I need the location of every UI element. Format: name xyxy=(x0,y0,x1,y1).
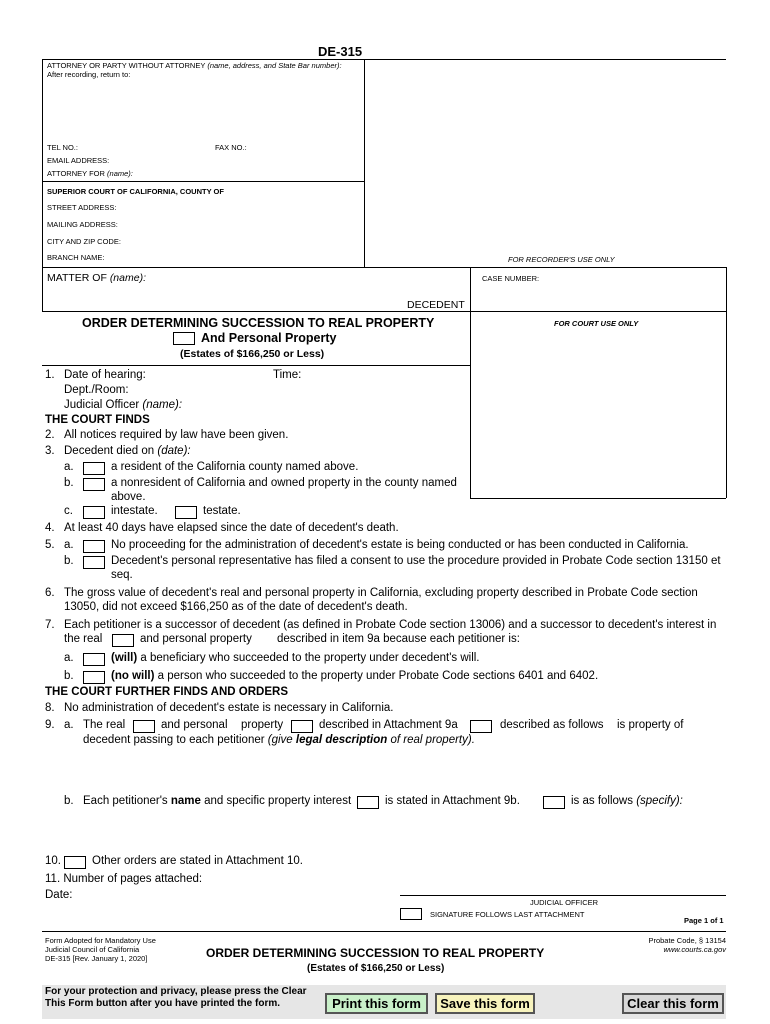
tel-label: TEL NO.: xyxy=(47,143,78,152)
real-property-checkbox[interactable] xyxy=(112,634,134,647)
title-right-line xyxy=(470,311,471,365)
item-3-number: 3. xyxy=(45,445,55,457)
page-number: Page 1 of 1 xyxy=(684,916,724,925)
item-3a-letter: a. xyxy=(64,461,74,473)
court-finds-heading: THE COURT FINDS xyxy=(45,414,150,426)
print-form-button[interactable]: Print this form xyxy=(325,993,428,1014)
item-9b-text: Each petitioner's name and specific property interest xyxy=(83,795,352,807)
header-top-line xyxy=(42,59,726,60)
item-3b-text: a nonresident of California and owned property in the county named xyxy=(111,477,457,489)
court-use-divider xyxy=(470,267,471,498)
item-7b-letter: b. xyxy=(64,670,74,682)
item-9a-attachment: described in Attachment 9a xyxy=(319,719,458,731)
further-finds-heading: THE COURT FURTHER FINDS AND ORDERS xyxy=(45,686,288,698)
item-3a-text: a resident of the California county named above. xyxy=(111,461,359,473)
hearing-time-label: Time: xyxy=(273,369,302,381)
item-9a-property: property xyxy=(241,719,284,731)
header-divider xyxy=(364,59,365,267)
signature-follows-checkbox[interactable] xyxy=(400,908,422,920)
personal-property-checkbox[interactable] xyxy=(173,332,195,345)
title-estates: (Estates of $166,250 or Less) xyxy=(180,348,325,360)
no-proceeding-checkbox[interactable] xyxy=(83,540,105,553)
resident-checkbox[interactable] xyxy=(83,462,105,475)
title-personal-property: And Personal Property xyxy=(201,331,337,345)
no-will-checkbox[interactable] xyxy=(83,671,105,684)
attorney-for-label: ATTORNEY FOR (name): xyxy=(47,169,133,178)
order-title: ORDER DETERMINING SUCCESSION TO REAL PROPERTY xyxy=(82,316,435,330)
privacy-notice: For your protection and privacy, please press the Clear This Form button after you have printed the form. xyxy=(45,986,307,1009)
item-7a-text: (will) a beneficiary who succeeded to the property under decedent's will. xyxy=(111,652,480,664)
item-9a-passing: decedent passing to each petitioner (give legal description of real property). xyxy=(83,734,475,746)
adopted-line-1: Form Adopted for Mandatory Use xyxy=(45,936,156,945)
fax-label: FAX NO.: xyxy=(215,143,247,152)
right-box-line xyxy=(726,267,727,498)
testate-checkbox[interactable] xyxy=(175,506,197,519)
item-5b-text: Decedent's personal representative has filed a consent to use the procedure provided in Probate Code section 13150 et xyxy=(111,555,721,567)
hearing-date-label: Date of hearing: xyxy=(64,369,146,381)
item-10-number: 10. xyxy=(45,855,61,867)
item-3-text: Decedent died on (date): xyxy=(64,445,191,457)
case-number-label: CASE NUMBER: xyxy=(482,274,540,283)
item-3c-letter: c. xyxy=(64,505,73,517)
title-bottom-line xyxy=(42,365,470,366)
item-9b-follows: is as follows (specify): xyxy=(571,795,683,807)
signature-line xyxy=(400,895,726,896)
city-label: CITY AND ZIP CODE: xyxy=(47,237,121,246)
judicial-officer-label: Judicial Officer (name): xyxy=(64,399,183,411)
save-form-button[interactable]: Save this form xyxy=(435,993,535,1014)
item-8-number: 8. xyxy=(45,702,55,714)
after-recording-label: After recording, return to: xyxy=(47,70,131,79)
item-7-described: described in item 9a because each petitioner is: xyxy=(277,633,520,645)
court-use-label: FOR COURT USE ONLY xyxy=(554,319,639,328)
street-label: STREET ADDRESS: xyxy=(47,203,117,212)
item-1-number: 1. xyxy=(45,369,55,381)
item-9a-real: The real xyxy=(83,719,126,731)
intestate-label: intestate. xyxy=(111,505,158,517)
item-4-number: 4. xyxy=(45,522,55,534)
9a-real-checkbox[interactable] xyxy=(133,720,155,733)
9a-attachment-checkbox[interactable] xyxy=(470,720,492,733)
9b-follows-checkbox[interactable] xyxy=(543,796,565,809)
item-3b-letter: b. xyxy=(64,477,74,489)
form-number: DE-315 xyxy=(318,44,363,59)
item-9a-letter: a. xyxy=(64,719,74,731)
judicial-officer-caption: JUDICIAL OFFICER xyxy=(530,898,599,907)
item-7a-letter: a. xyxy=(64,652,74,664)
item-2-text: All notices required by law have been given. xyxy=(64,429,289,441)
court-label: SUPERIOR COURT OF CALIFORNIA, COUNTY OF xyxy=(47,187,224,196)
item-5b-letter: b. xyxy=(64,555,74,567)
intestate-checkbox[interactable] xyxy=(83,506,105,519)
item-9-number: 9. xyxy=(45,719,55,731)
court-separator xyxy=(42,181,364,182)
footer-estates: (Estates of $166,250 or Less) xyxy=(307,963,445,974)
will-checkbox[interactable] xyxy=(83,653,105,666)
testate-label: testate. xyxy=(203,505,241,517)
item-7-real: the real xyxy=(64,633,103,645)
item-4-text: At least 40 days have elapsed since the date of decedent's death. xyxy=(64,522,399,534)
clear-form-button[interactable]: Clear this form xyxy=(622,993,724,1014)
footer-title: ORDER DETERMINING SUCCESSION TO REAL PROPERTY xyxy=(206,946,545,960)
item-5a-text: No proceeding for the administration of decedent's estate is being conducted or has been conducted in California. xyxy=(111,539,689,551)
footer-line xyxy=(42,931,726,932)
item-9b-letter: b. xyxy=(64,795,74,807)
adopted-line-2: Judicial Council of California xyxy=(45,945,140,954)
item-7-personal: and personal property xyxy=(140,633,252,645)
other-orders-checkbox[interactable] xyxy=(64,856,86,869)
header-left-line xyxy=(42,59,43,311)
date-label: Date: xyxy=(45,889,73,901)
mailing-label: MAILING ADDRESS: xyxy=(47,220,118,229)
email-label: EMAIL ADDRESS: xyxy=(47,156,110,165)
item-6-number: 6. xyxy=(45,587,55,599)
9b-attachment-checkbox[interactable] xyxy=(357,796,379,809)
signature-follows-label: SIGNATURE FOLLOWS LAST ATTACHMENT xyxy=(430,910,585,919)
item-5a-letter: a. xyxy=(64,539,74,551)
decedent-label: DECEDENT xyxy=(407,299,465,311)
item-10-text: Other orders are stated in Attachment 10. xyxy=(92,855,303,867)
recorder-use-label: FOR RECORDER'S USE ONLY xyxy=(508,255,615,264)
item-9b-attachment: is stated in Attachment 9b. xyxy=(385,795,520,807)
item-2-number: 2. xyxy=(45,429,55,441)
court-use-bottom xyxy=(470,498,726,499)
matter-top-line xyxy=(42,267,726,268)
item-5b-text-cont: seq. xyxy=(111,569,133,581)
item-7-number: 7. xyxy=(45,619,55,631)
courts-url: www.courts.ca.gov xyxy=(663,945,726,954)
item-5-number: 5. xyxy=(45,539,55,551)
nonresident-checkbox[interactable] xyxy=(83,478,105,491)
item-7b-text: (no will) a person who succeeded to the property under Probate Code sections 6401 and 6402. xyxy=(111,670,599,682)
case-number-line xyxy=(470,311,726,312)
item-9a-follows: described as follows xyxy=(500,719,604,731)
item-7-text: Each petitioner is a successor of decedent (as defined in Probate Code section 13006) and a successor to decedent's interest in xyxy=(64,619,717,631)
decedent-line xyxy=(42,311,470,312)
item-3b-text-cont: above. xyxy=(111,491,146,503)
item-6-text-cont: 13050, did not exceed $166,250 as of the date of decedent's death. xyxy=(64,601,408,613)
pages-attached-label: 11. Number of pages attached: xyxy=(45,873,203,885)
dept-room-label: Dept./Room: xyxy=(64,384,129,396)
probate-code: Probate Code, § 13154 xyxy=(648,936,726,945)
item-6-text: The gross value of decedent's real and personal property in California, excluding property described in Probate Code section xyxy=(64,587,698,599)
consent-checkbox[interactable] xyxy=(83,556,105,569)
matter-of-label: MATTER OF (name): xyxy=(47,272,146,284)
form-revision: DE-315 [Rev. January 1, 2020] xyxy=(45,954,148,963)
9a-personal-checkbox[interactable] xyxy=(291,720,313,733)
item-9a-property-of: is property of xyxy=(617,719,684,731)
item-9a-personal: and personal xyxy=(161,719,228,731)
attorney-label: ATTORNEY OR PARTY WITHOUT ATTORNEY (name, address, and State Bar number): xyxy=(47,61,342,70)
item-8-text: No administration of decedent's estate is necessary in California. xyxy=(64,702,394,714)
branch-label: BRANCH NAME: xyxy=(47,253,105,262)
